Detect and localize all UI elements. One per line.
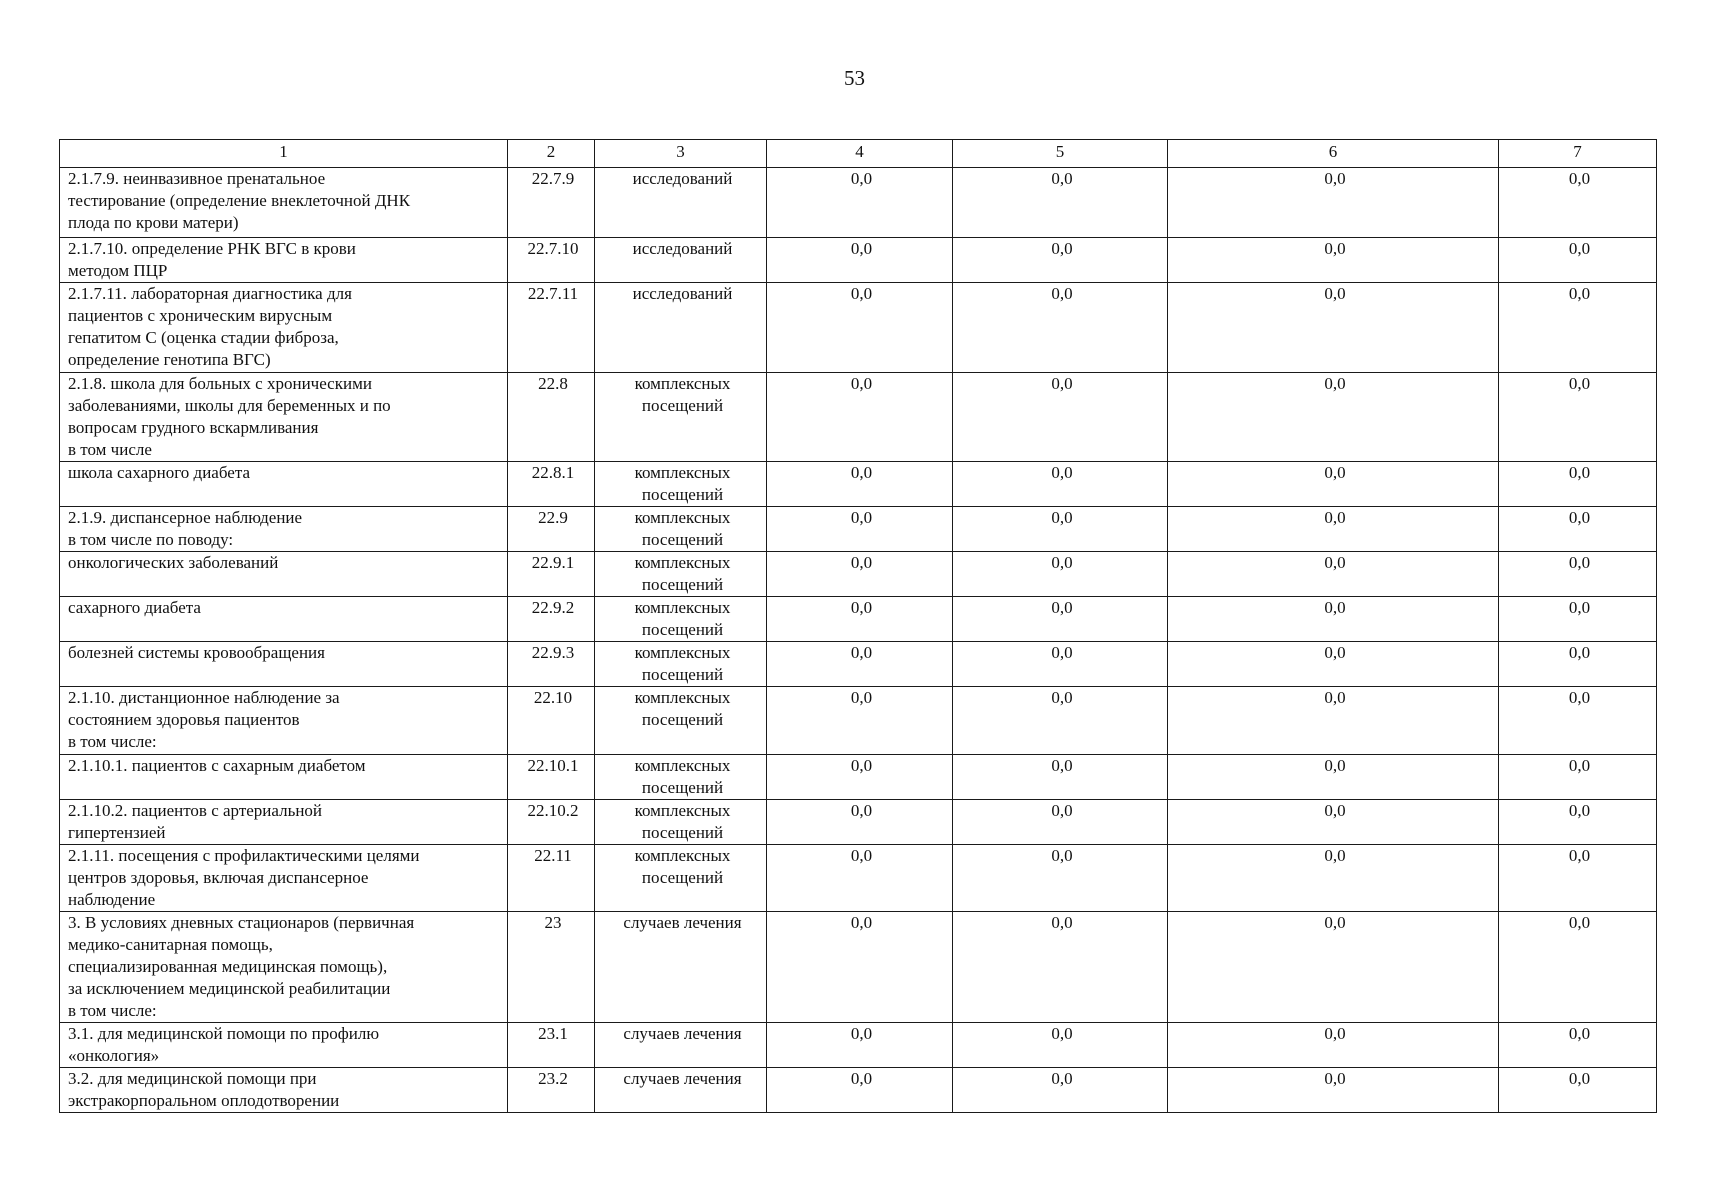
table-row xyxy=(60,373,1657,462)
row-name-line: 3.1. для медицинской помощи по профилю xyxy=(68,1024,380,1043)
value-5: 0,0 xyxy=(953,168,1168,238)
table-row xyxy=(60,755,1657,800)
value-6: 0,0 xyxy=(1168,238,1499,283)
row-name-line: пациентов с хроническим вирусным xyxy=(68,306,333,325)
table-row xyxy=(60,507,1657,552)
value-5: 0,0 xyxy=(953,373,1168,462)
row-code: 23 xyxy=(508,912,595,1023)
row-name-line: школа сахарного диабета xyxy=(68,463,251,482)
row-name-line: тестирование (определение внеклеточной ДНК xyxy=(68,191,411,210)
row-name-line: медико-санитарная помощь, xyxy=(68,935,273,954)
row-unit: комплексных посещений xyxy=(595,597,767,642)
value-7: 0,0 xyxy=(1499,168,1657,238)
value-4: 0,0 xyxy=(767,597,953,642)
row-name-cell xyxy=(60,168,508,238)
row-name-line: 2.1.10.2. пациентов с артериальной xyxy=(68,801,323,820)
row-unit: комплексных посещений xyxy=(595,845,767,912)
row-code: 22.7.10 xyxy=(508,238,595,283)
table-row xyxy=(60,912,1657,1023)
row-name-line: 3. В условиях дневных стационаров (первичная xyxy=(68,913,415,932)
row-code: 22.10.2 xyxy=(508,800,595,845)
row-unit: комплексных посещений xyxy=(595,507,767,552)
value-5: 0,0 xyxy=(953,507,1168,552)
value-7: 0,0 xyxy=(1499,283,1657,373)
value-4: 0,0 xyxy=(767,1023,953,1068)
value-7: 0,0 xyxy=(1499,1068,1657,1113)
value-4: 0,0 xyxy=(767,507,953,552)
table-row xyxy=(60,597,1657,642)
value-6: 0,0 xyxy=(1168,283,1499,373)
value-7: 0,0 xyxy=(1499,755,1657,800)
row-name-line: в том числе xyxy=(68,440,152,459)
row-unit: комплексных посещений xyxy=(595,642,767,687)
table-body xyxy=(60,168,1657,1113)
row-name-line: плода по крови матери) xyxy=(68,213,239,232)
table-row xyxy=(60,283,1657,373)
value-6: 0,0 xyxy=(1168,597,1499,642)
value-7: 0,0 xyxy=(1499,642,1657,687)
row-name-cell xyxy=(60,462,508,507)
row-name-line: 2.1.10. дистанционное наблюдение за xyxy=(68,688,340,707)
value-6: 0,0 xyxy=(1168,687,1499,755)
value-7: 0,0 xyxy=(1499,552,1657,597)
row-name-cell xyxy=(60,238,508,283)
value-5: 0,0 xyxy=(953,552,1168,597)
row-name-cell xyxy=(60,373,508,462)
value-5: 0,0 xyxy=(953,642,1168,687)
row-name-cell xyxy=(60,552,508,597)
value-6: 0,0 xyxy=(1168,168,1499,238)
row-name-cell xyxy=(60,687,508,755)
table-row xyxy=(60,642,1657,687)
row-name-line: 2.1.7.11. лабораторная диагностика для xyxy=(68,284,352,303)
table-row xyxy=(60,800,1657,845)
row-name-line: определение генотипа ВГС) xyxy=(68,350,271,369)
row-unit: случаев лечения xyxy=(595,1068,767,1113)
row-code: 22.10 xyxy=(508,687,595,755)
value-7: 0,0 xyxy=(1499,373,1657,462)
row-unit: случаев лечения xyxy=(595,1023,767,1068)
row-name-line: заболеваниями, школы для беременных и по xyxy=(68,396,391,415)
row-code: 22.9 xyxy=(508,507,595,552)
row-unit: исследований xyxy=(595,238,767,283)
value-4: 0,0 xyxy=(767,912,953,1023)
row-name-line: специализированная медицинская помощь), xyxy=(68,957,388,976)
row-code: 22.10.1 xyxy=(508,755,595,800)
value-6: 0,0 xyxy=(1168,462,1499,507)
row-unit: комплексных посещений xyxy=(595,462,767,507)
value-5: 0,0 xyxy=(953,238,1168,283)
value-4: 0,0 xyxy=(767,552,953,597)
row-name-cell xyxy=(60,800,508,845)
value-4: 0,0 xyxy=(767,845,953,912)
value-7: 0,0 xyxy=(1499,912,1657,1023)
value-6: 0,0 xyxy=(1168,845,1499,912)
value-4: 0,0 xyxy=(767,755,953,800)
row-name-line: 2.1.7.9. неинвазивное пренатальное xyxy=(68,169,326,188)
row-name-line: 2.1.7.10. определение РНК ВГС в крови xyxy=(68,239,356,258)
row-code: 22.9.1 xyxy=(508,552,595,597)
value-5: 0,0 xyxy=(953,1068,1168,1113)
row-code: 22.7.9 xyxy=(508,168,595,238)
value-7: 0,0 xyxy=(1499,507,1657,552)
column-header-1: 1 xyxy=(60,140,508,168)
row-name-line: экстракорпоральном оплодотворении xyxy=(68,1091,340,1110)
value-7: 0,0 xyxy=(1499,462,1657,507)
page-number: 53 xyxy=(844,66,865,90)
row-name-line: в том числе: xyxy=(68,1001,157,1020)
value-5: 0,0 xyxy=(953,283,1168,373)
table-row xyxy=(60,1068,1657,1113)
row-name-line: гипертензией xyxy=(68,823,166,842)
value-4: 0,0 xyxy=(767,1068,953,1113)
row-name-cell xyxy=(60,507,508,552)
value-6: 0,0 xyxy=(1168,755,1499,800)
column-header-4: 4 xyxy=(767,140,953,168)
table-row xyxy=(60,1023,1657,1068)
value-6: 0,0 xyxy=(1168,642,1499,687)
row-name-line: вопросам грудного вскармливания xyxy=(68,418,319,437)
value-5: 0,0 xyxy=(953,845,1168,912)
row-unit: комплексных посещений xyxy=(595,800,767,845)
value-5: 0,0 xyxy=(953,687,1168,755)
value-4: 0,0 xyxy=(767,642,953,687)
value-5: 0,0 xyxy=(953,1023,1168,1068)
table-row xyxy=(60,168,1657,238)
row-code: 22.9.3 xyxy=(508,642,595,687)
column-header-2: 2 xyxy=(508,140,595,168)
column-header-5: 5 xyxy=(953,140,1168,168)
row-unit: исследований xyxy=(595,283,767,373)
row-name-line: онкологических заболеваний xyxy=(68,553,279,572)
row-name-line: сахарного диабета xyxy=(68,598,201,617)
row-name-cell xyxy=(60,597,508,642)
row-code: 22.11 xyxy=(508,845,595,912)
row-name-cell xyxy=(60,1023,508,1068)
row-code: 22.7.11 xyxy=(508,283,595,373)
row-name-line: болезней системы кровообращения xyxy=(68,643,325,662)
value-4: 0,0 xyxy=(767,168,953,238)
value-4: 0,0 xyxy=(767,462,953,507)
row-name-cell xyxy=(60,1068,508,1113)
row-code: 23.1 xyxy=(508,1023,595,1068)
value-7: 0,0 xyxy=(1499,597,1657,642)
table-row xyxy=(60,845,1657,912)
table-row xyxy=(60,552,1657,597)
value-5: 0,0 xyxy=(953,462,1168,507)
value-4: 0,0 xyxy=(767,687,953,755)
row-name-line: 3.2. для медицинской помощи при xyxy=(68,1069,317,1088)
value-5: 0,0 xyxy=(953,800,1168,845)
value-4: 0,0 xyxy=(767,373,953,462)
row-name-cell xyxy=(60,755,508,800)
row-unit: комплексных посещений xyxy=(595,755,767,800)
row-name-cell xyxy=(60,912,508,1023)
row-unit: случаев лечения xyxy=(595,912,767,1023)
row-unit: комплексных посещений xyxy=(595,687,767,755)
value-5: 0,0 xyxy=(953,597,1168,642)
row-code: 22.8.1 xyxy=(508,462,595,507)
row-name-line: в том числе по поводу: xyxy=(68,530,234,549)
row-name-cell xyxy=(60,845,508,912)
value-7: 0,0 xyxy=(1499,845,1657,912)
value-7: 0,0 xyxy=(1499,687,1657,755)
value-6: 0,0 xyxy=(1168,912,1499,1023)
row-name-line: «онкология» xyxy=(68,1046,160,1065)
row-code: 23.2 xyxy=(508,1068,595,1113)
row-name-line: в том числе: xyxy=(68,732,157,751)
row-code: 22.9.2 xyxy=(508,597,595,642)
row-unit: комплексных посещений xyxy=(595,373,767,462)
table-row xyxy=(60,238,1657,283)
row-name-cell xyxy=(60,283,508,373)
row-name-line: 2.1.11. посещения с профилактическими целями xyxy=(68,846,420,865)
row-name-line: состоянием здоровья пациентов xyxy=(68,710,300,729)
value-4: 0,0 xyxy=(767,800,953,845)
row-name-line: методом ПЦР xyxy=(68,261,168,280)
data-table xyxy=(59,139,1657,1113)
row-name-line: 2.1.8. школа для больных с хроническими xyxy=(68,374,372,393)
value-5: 0,0 xyxy=(953,912,1168,1023)
row-code: 22.8 xyxy=(508,373,595,462)
value-7: 0,0 xyxy=(1499,1023,1657,1068)
row-name-line: 2.1.9. диспансерное наблюдение xyxy=(68,508,303,527)
row-name-line: 2.1.10.1. пациентов с сахарным диабетом xyxy=(68,756,366,775)
row-name-line: за исключением медицинской реабилитации xyxy=(68,979,391,998)
value-6: 0,0 xyxy=(1168,800,1499,845)
column-header-7: 7 xyxy=(1499,140,1657,168)
value-7: 0,0 xyxy=(1499,238,1657,283)
row-name-line: наблюдение xyxy=(68,890,156,909)
table-row xyxy=(60,687,1657,755)
table-row xyxy=(60,462,1657,507)
value-6: 0,0 xyxy=(1168,1023,1499,1068)
value-6: 0,0 xyxy=(1168,1068,1499,1113)
value-6: 0,0 xyxy=(1168,552,1499,597)
row-name-line: центров здоровья, включая диспансерное xyxy=(68,868,369,887)
value-4: 0,0 xyxy=(767,238,953,283)
row-unit: исследований xyxy=(595,168,767,238)
row-name-line: гепатитом С (оценка стадии фиброза, xyxy=(68,328,339,347)
column-header-6: 6 xyxy=(1168,140,1499,168)
column-number-row xyxy=(60,140,1657,168)
value-4: 0,0 xyxy=(767,283,953,373)
value-6: 0,0 xyxy=(1168,507,1499,552)
value-5: 0,0 xyxy=(953,755,1168,800)
row-unit: комплексных посещений xyxy=(595,552,767,597)
value-7: 0,0 xyxy=(1499,800,1657,845)
column-header-3: 3 xyxy=(595,140,767,168)
row-name-cell xyxy=(60,642,508,687)
value-6: 0,0 xyxy=(1168,373,1499,462)
